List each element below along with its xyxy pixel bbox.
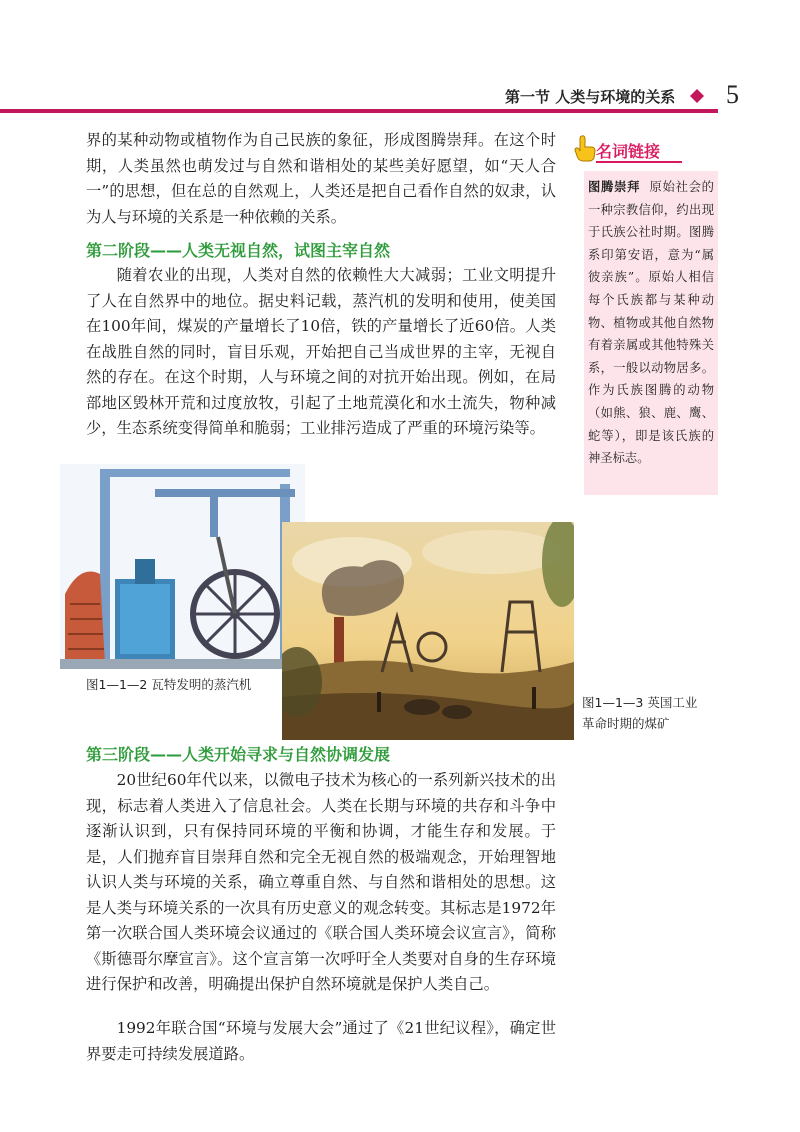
section-title: 第一节 人类与环境的关系 — [505, 88, 676, 106]
heading-stage-2: 第二阶段——人类无视自然，试图主宰自然 — [86, 241, 391, 260]
glossary-text — [588, 176, 714, 470]
paragraph-1: 界的某种动物或植物作为自己民族的象征，形成图腾崇拜。在这个时期，人类虽然也萌发过与自然和谐相处的某些美好愿望，如“天人合一”的思想，但在总的自然观上，人类还是把自己看作自然的奴隶，认为人与环境的关系是一种依赖的关系。 — [86, 131, 556, 226]
figure-3-caption-line2: 革命时期的煤矿 — [582, 716, 670, 731]
page-number: 5 — [726, 80, 739, 109]
coal-mine-painting — [282, 522, 574, 740]
figure-2-caption: 图1—1—2 瓦特发明的蒸汽机 — [86, 677, 252, 692]
paragraph-2: 随着农业的出现，人类对自然的依赖性大大减弱；工业文明提升了人在自然界中的地位。据史料记载，蒸汽机的发明和使用，使美国在100年间，煤炭的产量增长了10倍，铁的产量增长了近60倍。人类在战胜自然的同时，盲目乐观，开始把自己当成世界的主宰，无视自然的存在。在这个时期，人与环境之间的对抗开始出现。例如，在局部地区毁林开荒和过度放牧，引起了土地荒漠化和水土流失，物种减少，生态系统变得简单和脆弱；工业排污造成了严重的环境污染等。 — [86, 266, 556, 437]
glossary-underline — [596, 161, 682, 163]
heading-stage-3: 第三阶段——人类开始寻求与自然协调发展 — [86, 745, 391, 764]
diamond-icon — [690, 89, 704, 103]
pointing-hand-icon — [574, 134, 596, 162]
header-rule — [0, 109, 718, 113]
paragraph-4: 1992年联合国“环境与发展大会”通过了《21世纪议程》，确定世界要走可持续发展道路。 — [86, 1019, 556, 1063]
glossary-definition: 原始社会的一种宗教信仰，约出现于氏族公社时期。图腾系印第安语，意为“属彼亲族”。原始人相信每个氏族都与某种动物、植物或其他自然物有着亲属或其他特殊关系，一般以动物居多。作为氏族图腾的动物（如熊、狼、鹿、鹰、蛇等），即是该氏族的神圣标志。 — [588, 180, 714, 466]
glossary-term: 图腾崇拜 — [588, 180, 641, 194]
glossary-label: 名词链接 — [596, 142, 661, 161]
paragraph-3: 20世纪60年代以来，以微电子技术为核心的一系列新兴技术的出现，标志着人类进入了信息社会。人类在长期与环境的共存和斗争中逐渐认识到，只有保持同环境的平衡和协调，才能生存和发展。于是，人们抛弃盲目崇拜自然和完全无视自然的极端观念，开始理智地认识人类与环境的关系，确立尊重自然、与自然和谐相处的思想。这是人类与环境关系的一次具有历史意义的观念转变。其标志是1972年第一次联合国人类环境会议通过的《联合国人类环境会议宣言》，简称《斯德哥尔摩宣言》。这个宣言第一次呼吁全人类要对自身的生存环境进行保护和改善，明确提出保护自然环境就是保护人类自己。 — [86, 771, 556, 993]
figure-3-caption-line1: 图1—1—3 英国工业 — [582, 695, 698, 710]
steam-engine-illustration — [60, 464, 305, 669]
